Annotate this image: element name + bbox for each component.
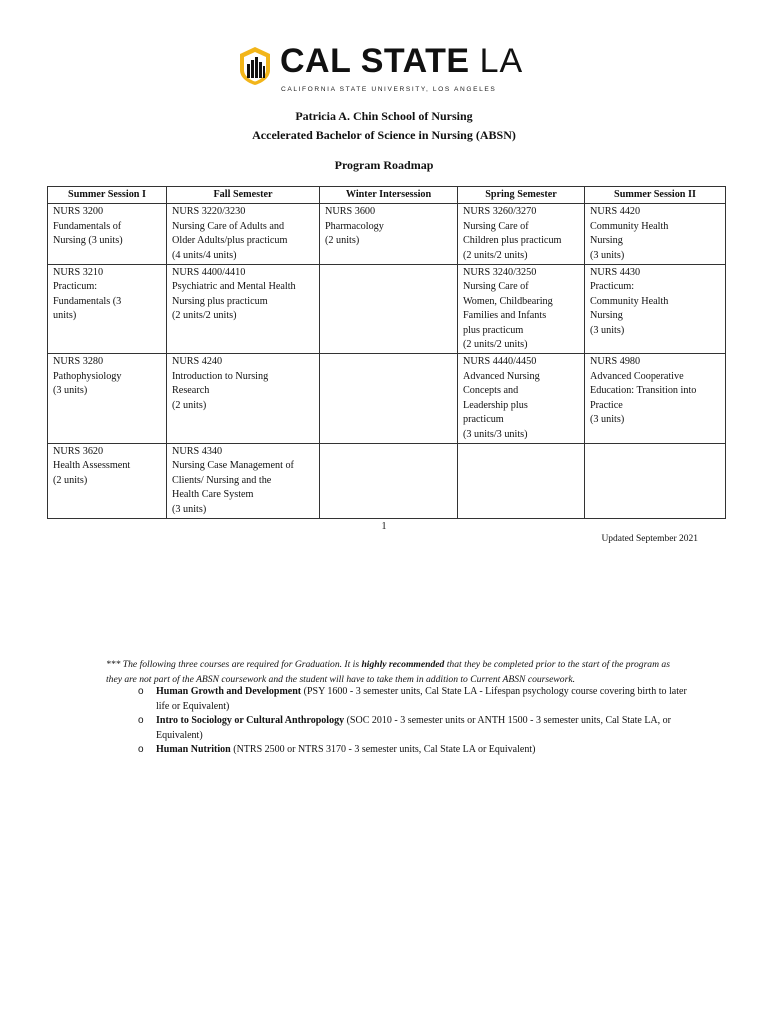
column-header: Fall Semester [167, 187, 320, 204]
course-code: NURS 3220/3230 [172, 206, 246, 218]
updated-date: Updated September 2021 [601, 534, 698, 544]
course-text: (3 units) [590, 249, 625, 261]
course-text: Practice [590, 399, 623, 411]
list-item [138, 714, 698, 743]
program-heading: Accelerated Bachelor of Science in Nursing (ABSN) [252, 128, 516, 142]
column-header: Winter Intersession [320, 187, 458, 204]
table-cell [585, 265, 726, 354]
course-text: Families and Infants [463, 310, 547, 322]
course-text: (3 units) [590, 324, 625, 336]
course-text: Nursing Care of [463, 220, 529, 232]
course-code: NURS 4340 [172, 445, 223, 457]
course-text: practicum [463, 414, 504, 426]
course-text: (4 units/4 units) [172, 249, 237, 261]
course-text: Women, Childbearing [463, 295, 553, 307]
table-cell [48, 204, 167, 265]
course-text: Nursing (3 units) [53, 235, 123, 247]
bullet-icon: o [138, 744, 144, 756]
course-text: Nursing [590, 235, 623, 247]
course-text: units) [53, 310, 77, 322]
table-cell [458, 443, 585, 518]
course-text: (3 units) [172, 503, 207, 515]
table-cell [458, 354, 585, 443]
column-header: Spring Semester [458, 187, 585, 204]
table-cell [585, 443, 726, 518]
table-cell [585, 354, 726, 443]
course-title: Human Growth and Development [156, 686, 302, 697]
column-header: Summer Session II [585, 187, 726, 204]
table-cell [458, 265, 585, 354]
course-text: (3 units) [590, 414, 625, 426]
program-roadmap-table [47, 186, 726, 519]
course-code: NURS 3210 [53, 267, 104, 279]
list-item [138, 743, 698, 758]
course-text: (3 units) [53, 385, 88, 397]
course-text: (2 units) [53, 474, 88, 486]
course-text: Advanced Nursing [463, 370, 540, 382]
course-title: Intro to Sociology or Cultural Anthropology [156, 715, 345, 727]
table-cell [48, 354, 167, 443]
course-text: (3 units/3 units) [463, 428, 528, 440]
course-text: (2 units/2 units) [463, 249, 528, 261]
course-text: Introduction to Nursing [172, 370, 269, 382]
course-text: Pharmacology [325, 220, 384, 232]
graduation-note: *** The following three courses are required for Graduation. It is highly recommended that they be completed prior to the start of the program as they are not part of the ABSN coursework and the student will have to take them in addition to Current ABSN coursework. [106, 659, 670, 685]
column-header: Summer Session I [48, 187, 167, 204]
course-text: plus practicum [463, 324, 524, 336]
course-text: Research [172, 385, 210, 397]
course-text: Older Adults/plus practicum [172, 235, 288, 247]
table-cell [48, 443, 167, 518]
course-text: Practicum: [53, 281, 98, 293]
course-text: Leadership plus [463, 399, 528, 411]
table-cell [48, 265, 167, 354]
course-text: Nursing [590, 310, 623, 322]
required-courses-list [138, 685, 698, 758]
course-text: Fundamentals of [53, 220, 122, 232]
list-item [138, 685, 698, 714]
bullet-icon: o [138, 715, 144, 727]
course-text: Children plus practicum [463, 235, 562, 247]
course-text: (2 units/2 units) [463, 339, 528, 351]
course-title: Human Nutrition [156, 744, 231, 756]
table-cell [585, 204, 726, 265]
course-code: NURS 4420 [590, 206, 641, 218]
table-cell [320, 354, 458, 443]
table-body [48, 204, 726, 519]
course-text: (2 units/2 units) [172, 310, 237, 322]
page-number: 1 [381, 521, 387, 532]
table-cell [167, 443, 320, 518]
course-text: Concepts and [463, 385, 519, 397]
course-detail: (SOC 2010 - 3 semester units or ANTH 1500 - 3 semester units, Cal State LA, or Equivalent) [156, 715, 671, 741]
course-code: NURS 3600 [325, 206, 376, 218]
logo-subtitle: CALIFORNIA STATE UNIVERSITY, LOS ANGELES [281, 86, 497, 93]
course-code: NURS 4400/4410 [172, 267, 246, 279]
course-text: Psychiatric and Mental Health [172, 281, 296, 293]
course-code: NURS 4430 [590, 267, 641, 279]
course-text: Education: Transition into [590, 385, 697, 397]
logo-wordmark: CAL STATE LA [280, 42, 524, 80]
table-cell [320, 204, 458, 265]
roadmap-heading: Program Roadmap [334, 158, 434, 172]
course-text: Health Care System [172, 489, 254, 501]
note-emphasis: highly recommended [361, 659, 445, 670]
course-text: (2 units) [325, 235, 360, 247]
course-code: NURS 3620 [53, 445, 104, 457]
course-code: NURS 3260/3270 [463, 206, 537, 218]
course-text: Nursing Care of [463, 281, 529, 293]
table-cell [167, 265, 320, 354]
table-cell [167, 354, 320, 443]
table-row [48, 443, 726, 518]
table-row [48, 354, 726, 443]
course-text: (2 units) [172, 399, 207, 411]
table-cell [458, 204, 585, 265]
course-code: NURS 3280 [53, 356, 104, 368]
course-text: Nursing Case Management of [172, 460, 294, 472]
course-text: Pathophysiology [53, 370, 122, 382]
course-code: NURS 4240 [172, 356, 223, 368]
course-code: NURS 3200 [53, 206, 104, 218]
course-text: Nursing plus practicum [172, 295, 268, 307]
course-text: Practicum: [590, 281, 635, 293]
course-text: Nursing Care of Adults and [172, 220, 285, 232]
course-detail: (NTRS 2500 or NTRS 3170 - 3 semester units, Cal State LA or Equivalent) [230, 744, 536, 756]
course-text: Health Assessment [53, 460, 131, 472]
table-header-row [48, 187, 726, 204]
table-row [48, 204, 726, 265]
course-code: NURS 4980 [590, 356, 641, 368]
course-text: Advanced Cooperative [590, 370, 684, 382]
bullet-icon: o [138, 686, 144, 697]
school-heading: Patricia A. Chin School of Nursing [295, 109, 473, 123]
course-detail: (PSY 1600 - 3 semester units, Cal State LA - Lifespan psychology course covering birth to later life or Equivalent) [156, 686, 687, 712]
university-emblem-icon [238, 46, 272, 86]
course-text: Community Health [590, 220, 669, 232]
course-code: NURS 3240/3250 [463, 267, 537, 279]
table-cell [167, 204, 320, 265]
table-row [48, 265, 726, 354]
table-cell [320, 443, 458, 518]
cal-state-la-logo [238, 44, 530, 98]
course-code: NURS 4440/4450 [463, 356, 537, 368]
course-text: Community Health [590, 295, 669, 307]
table-cell [320, 265, 458, 354]
course-text: Fundamentals (3 [53, 295, 122, 307]
course-text: Clients/ Nursing and the [172, 474, 272, 486]
